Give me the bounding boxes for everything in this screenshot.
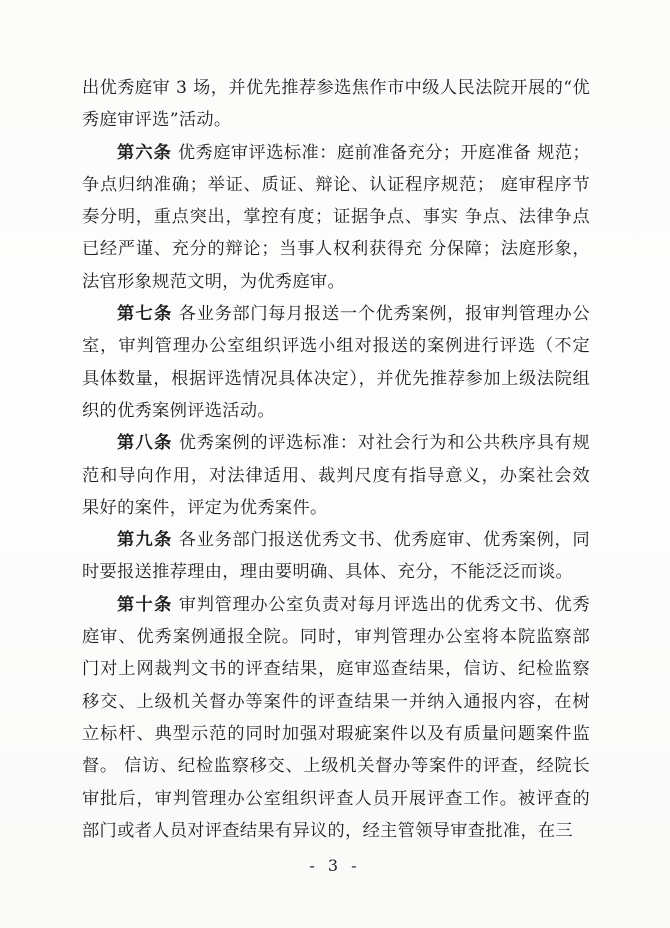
article-number: 第六条 [117, 142, 172, 163]
article-7-paragraph [82, 298, 590, 427]
article-number: 第八条 [117, 433, 173, 454]
article-9-paragraph [82, 524, 590, 589]
article-number: 第九条 [117, 530, 173, 551]
paragraph-continuation [82, 72, 590, 137]
paragraph-text: 审判管理办公室负责对每月评选出的优秀文书、优秀庭审、优秀案例通报全院。同时，审判管理办公室将本院监察部门对上网裁判文书的评查结果，庭审巡查结果，信访、纪检监察移交、上级机关督办等案件的评查结果一并纳入通报内容，在树立标杆、典型示范的同时加强对瑕疵案件以及有质量问题案件监督。 信访、纪检监察移交、上级机关督办等案件的评查，经院长审批后，审判管理办公室组织评查人员开展评查工作。被评查的部门或者人员对评查结果有异议的，经主管领导审查批准，在三 [82, 594, 590, 841]
article-10-paragraph [82, 589, 590, 847]
paragraph-text: 优秀案例的评选标准：对社会行为和公共秩序具有规范和导向作用，对法律适用、裁判尺度有指导意义，办案社会效果好的案件，评定为优秀案件。 [82, 433, 590, 518]
article-number: 第七条 [117, 304, 173, 325]
article-6-paragraph [82, 137, 590, 298]
paragraph-text: 各业务部门报送优秀文书、优秀庭审、优秀案例，同时要报送推荐理由，理由要明确、具体、充分，不能泛泛而谈。 [82, 530, 590, 583]
paragraph-text: 各业务部门每月报送一个优秀案例，报审判管理办公室，审判管理办公室组织评选小组对报送的案例进行评选（不定具体数量，根据评选情况具体决定），并优先推荐参加上级法院组织的优秀案例评选活动。 [82, 304, 590, 421]
page-number: - 3 - [309, 856, 361, 875]
paragraph-text: 出优秀庭审 3 场，并优先推荐参选焦作市中级人民法院开展的“优秀庭审评选”活动。 [82, 78, 590, 131]
article-number: 第十条 [117, 594, 173, 615]
article-8-paragraph [82, 427, 590, 524]
body-text [82, 72, 590, 847]
paragraph-text: 优秀庭审评选标准：庭前准备充分；开庭准备 规范；争点归纳准确；举证、质证、辩论、认证程序规范； 庭审程序节奏分明，重点突出，掌控有度；证据争点、事实 争点、法律争点已经严谨、充分的辩论；当事人权利获得充 分保障；法庭形象，法官形象规范文明，为优秀庭审。 [82, 142, 590, 292]
